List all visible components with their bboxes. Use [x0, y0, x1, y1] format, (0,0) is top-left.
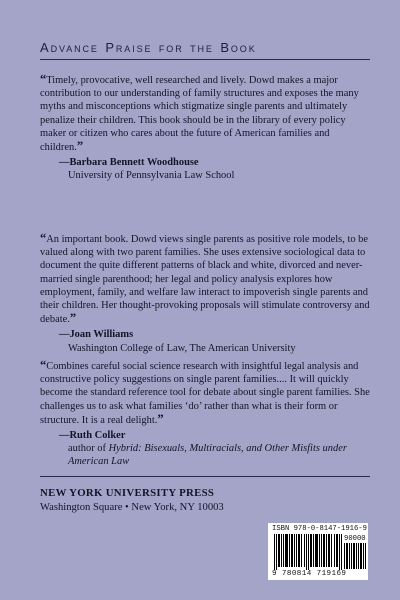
quote-attribution — [59, 429, 370, 469]
quote-text — [40, 232, 370, 326]
close-quote-mark: ” — [69, 311, 77, 326]
praise-quote-3 — [40, 359, 370, 469]
close-quote-mark: ” — [157, 411, 164, 426]
quote-affiliation — [68, 442, 370, 468]
isbn-barcode — [268, 523, 368, 580]
praise-quote-2 — [40, 232, 370, 355]
quote-body: Combines careful social science research with insightful legal analysis and constructive policy suggestions on single parent families.... It will quickly become the standard reference tool for debate about single parent families. She challenges us to ask what families ‘do’ rather than what is their form or structure. It is a real delight. — [40, 361, 370, 426]
publisher-address: Washington Square • New York, NY 10003 — [40, 502, 224, 513]
open-quote-mark: “ — [40, 231, 47, 245]
ean-barcode-bars — [274, 534, 342, 570]
publisher-rule — [40, 476, 370, 477]
quote-body: An important book. Dowd views single parents as positive role models, to be valued along with two parent families. She uses extensive sociological data to document the quite different patterns of black and white, divorced and never-married single parenthood; her legal and policy analysis explores how employment, family, and welfare law interact to impoverish single parents and their children. Her thought-provoking proposals will stimulate controversy and debate. — [40, 234, 370, 326]
affiliation-prefix: author of — [68, 443, 109, 455]
heading-rule — [40, 59, 370, 60]
price-code: 90000 — [344, 535, 366, 543]
section-heading — [40, 40, 370, 55]
open-quote-mark: “ — [40, 358, 47, 372]
quote-affiliation: Washington College of Law, The American University — [68, 342, 296, 354]
price-barcode-bars — [344, 543, 366, 569]
open-quote-mark: “ — [40, 72, 47, 86]
book-title: Hybrid: Bisexuals, Multiracials, and Other Misfits under American Law — [68, 443, 347, 468]
quote-text — [40, 359, 370, 427]
quote-author: —Joan Williams — [59, 329, 134, 341]
publisher-name: NEW YORK UNIVERSITY PRESS — [40, 487, 215, 499]
quote-text — [40, 73, 370, 154]
heading-text: Advance Praise for the Book — [40, 40, 257, 55]
quote-author: —Barbara Bennett Woodhouse — [59, 157, 199, 169]
quote-affiliation: University of Pennsylvania Law School — [68, 170, 235, 182]
praise-quote-1 — [40, 73, 370, 183]
barcode-digits: 9 780814 719169 — [272, 570, 347, 578]
quote-body: Timely, provocative, well researched and lively. Dowd makes a major contribution to our understanding of family structures and exposes the many myths and misconceptions which stigmatize single parents and ultimately penalize their children. This book should be in the library of every policy maker or citizen who cares about the future of American families and children. — [40, 75, 359, 154]
quote-author: —Ruth Colker — [59, 430, 126, 442]
quote-attribution — [59, 328, 370, 354]
close-quote-mark: ” — [76, 139, 84, 154]
quote-attribution — [59, 156, 370, 182]
isbn-number: ISBN 978-0-8147-1916-9 — [272, 525, 367, 533]
